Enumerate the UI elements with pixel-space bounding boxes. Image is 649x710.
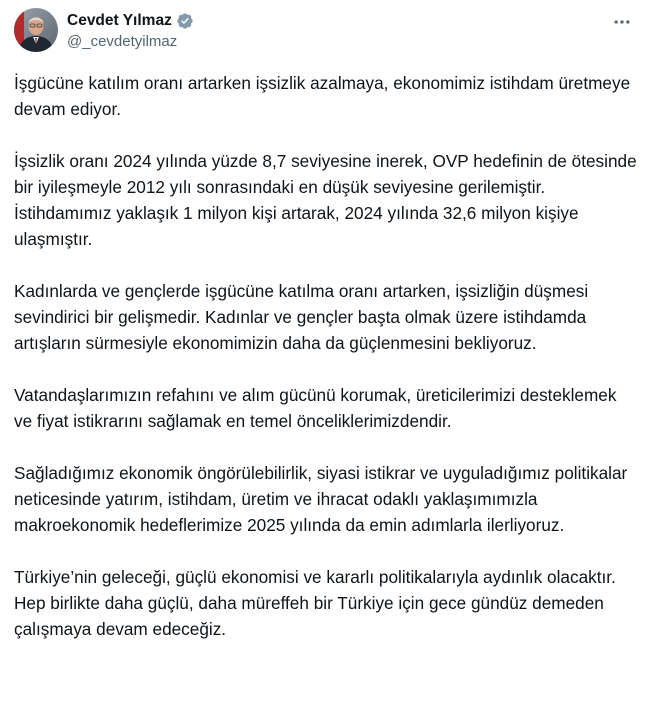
- verified-badge-icon[interactable]: [176, 12, 194, 30]
- tweet-text: [14, 70, 639, 642]
- name-row: [67, 11, 194, 31]
- tweet-paragraph-6: Türkiye’nin geleceği, güçlü ekonomisi ve kararlı politikalarıyla aydınlık olacaktır. Hep birlikte daha güçlü, daha müreffeh bir Türkiye için gece gündüz demeden çalışmaya devam edeceğiz.: [14, 567, 616, 639]
- avatar[interactable]: [14, 8, 58, 52]
- more-options-button[interactable]: [609, 12, 635, 32]
- more-horizontal-icon: [612, 12, 632, 32]
- author-display-name[interactable]: Cevdet Yılmaz: [67, 12, 172, 29]
- tweet-header: [14, 8, 635, 60]
- author-handle[interactable]: @_cevdetyilmaz: [67, 33, 178, 50]
- tweet-paragraph-1: İşgücüne katılım oranı artarken işsizlik azalmaya, ekonomimiz istihdam üretmeye devam ediyor.: [14, 73, 631, 119]
- tweet-paragraph-3: Kadınlarda ve gençlerde işgücüne katılma oranı artarken, işsizliğin düşmesi sevindirici bir gelişmedir. Kadınlar ve gençler başta olmak üzere istihdamda artışların sürmesiyle ekonomimizin daha da güçlenmesini bekliyoruz.: [14, 281, 589, 353]
- author-info: [67, 11, 194, 50]
- tweet-paragraph-4: Vatandaşlarımızın refahını ve alım gücünü korumak, üreticilerimizi desteklemek ve fiyat istikrarını sağlamak en temel önceliklerimizdendir.: [14, 385, 617, 431]
- tweet-paragraph-5: Sağladığımız ekonomik öngörülebilirlik, siyasi istikrar ve uyguladığımız politikalar neticesinde yatırım, istihdam, üretim ve ihracat odaklı yaklaşımımızla makroekonomik hedeflerimize 2025 yılında da emin adımlarla ilerliyoruz.: [14, 463, 628, 535]
- tweet-paragraph-2: İşsizlik oranı 2024 yılında yüzde 8,7 seviyesine inerek, OVP hedefinin de ötesinde bir iyileşmeyle 2012 yılı sonrasındaki en düşük seviyesine gerilemiştir. İstihdamımız yaklaşık 1 milyon kişi artarak, 2024 yılında 32,6 milyon kişiye ulaşmıştır.: [14, 151, 637, 249]
- profile-photo-icon: [14, 8, 58, 52]
